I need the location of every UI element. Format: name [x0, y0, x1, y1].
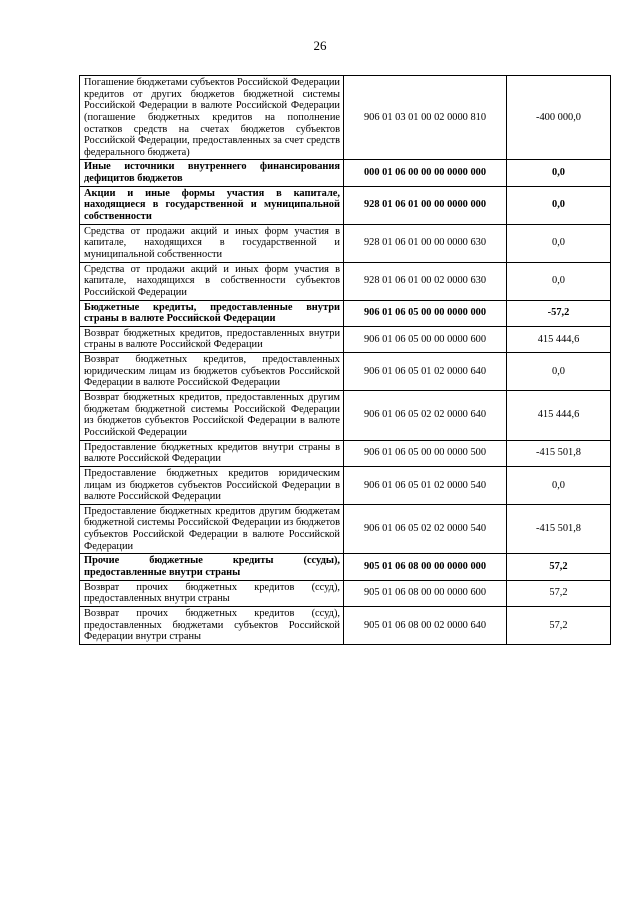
row-code-cell: 906 01 06 05 00 00 0000 500 — [344, 440, 507, 466]
row-name-cell: Возврат прочих бюджетных кредитов (ссуд), предоставленных бюджетами субъектов Российской Федерации внутри страны — [80, 606, 344, 644]
row-code-cell: 928 01 06 01 00 00 0000 630 — [344, 224, 507, 262]
row-code-cell: 906 01 03 01 00 02 0000 810 — [344, 76, 507, 160]
row-name-cell: Прочие бюджетные кредиты (ссуды), предоставленные внутри страны — [80, 554, 344, 580]
row-amount-cell: 57,2 — [507, 606, 611, 644]
table-row — [80, 391, 611, 441]
table-row — [80, 606, 611, 644]
row-name-cell: Бюджетные кредиты, предоставленные внутри страны в валюте Российской Федерации — [80, 300, 344, 326]
table-row — [80, 504, 611, 554]
table-row — [80, 440, 611, 466]
table-row — [80, 76, 611, 160]
row-code-cell: 905 01 06 08 00 00 0000 000 — [344, 554, 507, 580]
row-amount-cell: 415 444,6 — [507, 391, 611, 441]
row-code-cell: 000 01 06 00 00 00 0000 000 — [344, 160, 507, 186]
table-body — [80, 76, 611, 645]
table-row — [80, 580, 611, 606]
row-code-cell: 906 01 06 05 00 00 0000 000 — [344, 300, 507, 326]
row-code-cell: 905 01 06 08 00 02 0000 640 — [344, 606, 507, 644]
sources-financing-table — [79, 75, 611, 645]
table-row — [80, 160, 611, 186]
row-amount-cell: 0,0 — [507, 224, 611, 262]
row-amount-cell: -400 000,0 — [507, 76, 611, 160]
table-row — [80, 300, 611, 326]
row-code-cell: 906 01 06 05 01 02 0000 540 — [344, 466, 507, 504]
table-row — [80, 466, 611, 504]
row-code-cell: 905 01 06 08 00 00 0000 600 — [344, 580, 507, 606]
row-code-cell: 906 01 06 05 01 02 0000 640 — [344, 353, 507, 391]
row-name-cell: Возврат прочих бюджетных кредитов (ссуд), предоставленных внутри страны — [80, 580, 344, 606]
table-row — [80, 262, 611, 300]
row-amount-cell: 0,0 — [507, 353, 611, 391]
row-name-cell: Возврат бюджетных кредитов, предоставленных другим бюджетам бюджетной системы Российской Федерации из бюджетов субъектов Российской Федерации в валюте Российской Федерации — [80, 391, 344, 441]
table-row — [80, 353, 611, 391]
table-row — [80, 224, 611, 262]
row-name-cell: Предоставление бюджетных кредитов внутри страны в валюте Российской Федерации — [80, 440, 344, 466]
row-name-cell: Погашение бюджетами субъектов Российской Федерации кредитов от других бюджетов бюджетной системы Российской Федерации в валюте Российской Федерации (погашение бюджетных кредитов на пополнение остатков средств на счетах бюджетов субъектов Российской Федерации, предоставленных за счет средств федерального бюджета) — [80, 76, 344, 160]
row-name-cell: Предоставление бюджетных кредитов юридическим лицам из бюджетов субъектов Российской Федерации в валюте Российской Федерации — [80, 466, 344, 504]
page-number: 26 — [313, 38, 327, 53]
row-code-cell: 928 01 06 01 00 02 0000 630 — [344, 262, 507, 300]
row-code-cell: 906 01 06 05 02 02 0000 540 — [344, 504, 507, 554]
table-row — [80, 186, 611, 224]
row-amount-cell: -57,2 — [507, 300, 611, 326]
row-name-cell: Возврат бюджетных кредитов, предоставленных юридическим лицам из бюджетов субъектов Российской Федерации в валюте Российской Федерации — [80, 353, 344, 391]
row-amount-cell: 57,2 — [507, 580, 611, 606]
row-name-cell: Возврат бюджетных кредитов, предоставленных внутри страны в валюте Российской Федерации — [80, 326, 344, 352]
row-code-cell: 906 01 06 05 00 00 0000 600 — [344, 326, 507, 352]
table-row — [80, 554, 611, 580]
row-amount-cell: 0,0 — [507, 466, 611, 504]
row-name-cell: Предоставление бюджетных кредитов другим бюджетам бюджетной системы Российской Федерации из бюджетов субъектов Российской Федерации в валюте Российской Федерации — [80, 504, 344, 554]
row-code-cell: 906 01 06 05 02 02 0000 640 — [344, 391, 507, 441]
row-amount-cell: 415 444,6 — [507, 326, 611, 352]
row-name-cell: Средства от продажи акций и иных форм участия в капитале, находящихся в собственности субъектов Российской Федерации — [80, 262, 344, 300]
row-name-cell: Иные источники внутреннего финансирования дефицитов бюджетов — [80, 160, 344, 186]
row-name-cell: Средства от продажи акций и иных форм участия в капитале, находящихся в государственной и муниципальной собственности — [80, 224, 344, 262]
row-amount-cell: 57,2 — [507, 554, 611, 580]
row-name-cell: Акции и иные формы участия в капитале, находящиеся в государственной и муниципальной собственности — [80, 186, 344, 224]
row-amount-cell: 0,0 — [507, 160, 611, 186]
row-amount-cell: -415 501,8 — [507, 440, 611, 466]
row-amount-cell: 0,0 — [507, 186, 611, 224]
table-row — [80, 326, 611, 352]
row-amount-cell: 0,0 — [507, 262, 611, 300]
row-code-cell: 928 01 06 01 00 00 0000 000 — [344, 186, 507, 224]
row-amount-cell: -415 501,8 — [507, 504, 611, 554]
